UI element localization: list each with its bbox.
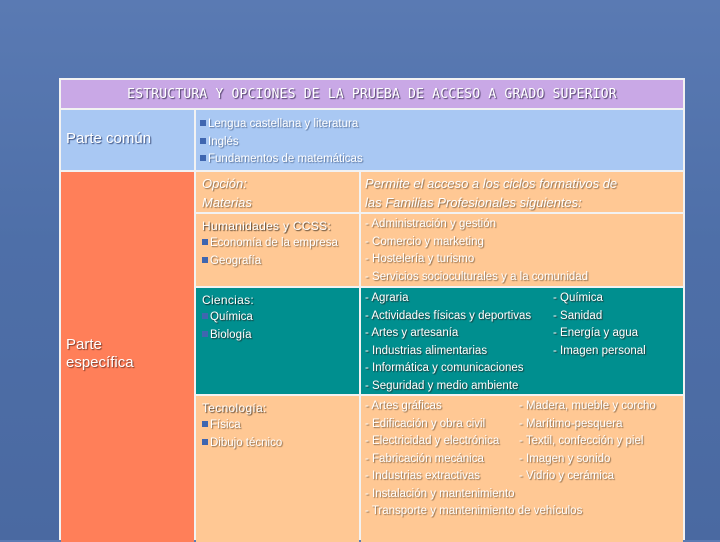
- list-item: - Artes gráficas: [365, 400, 442, 412]
- list-item: - Informática y comunicaciones: [365, 362, 524, 374]
- specific-part-label: Parte específica: [61, 172, 194, 542]
- list-item: - Sanidad: [553, 309, 603, 322]
- bullet-icon: [200, 120, 206, 126]
- list-item: - Actividades físicas y deportivas: [365, 309, 532, 322]
- list-item: - Industrias alimentarias: [365, 344, 488, 357]
- list-item: - Marítimo-pesquera: [519, 417, 623, 430]
- option-technology: [196, 396, 359, 542]
- table-title: ESTRUCTURA Y OPCIONES DE LA PRUEBA DE ACCESO A GRADO SUPERIOR: [61, 80, 683, 108]
- list-item: - Madera, mueble y corcho: [519, 400, 656, 412]
- list-item: - Energía y agua: [553, 327, 639, 339]
- families-sciences: [361, 288, 683, 394]
- option-humanities: [196, 214, 359, 286]
- list-item: Dibujo técnico: [202, 435, 359, 453]
- list-item: - Industrias extractivas: [365, 470, 481, 482]
- list-item: - Servicios socioculturales y a la comunidad: [365, 270, 589, 283]
- option-name: Ciencias:: [202, 293, 255, 307]
- list-item: Fundamentos de matemáticas: [200, 151, 683, 169]
- bullet-icon: [200, 138, 206, 144]
- list-item: - Química: [553, 292, 603, 304]
- list-item: - Textil, confección y piel: [519, 435, 644, 447]
- list-item: Geografía: [202, 253, 359, 271]
- list-item: - Imagen y sonido: [519, 452, 611, 465]
- option-sciences: [196, 288, 359, 394]
- bullet-icon: [202, 421, 208, 427]
- families-technology: [361, 396, 683, 542]
- families-humanities: [361, 214, 683, 286]
- list-item: - Imagen personal: [553, 344, 646, 357]
- common-subjects-list: [196, 110, 683, 170]
- bullet-icon: [202, 313, 208, 319]
- common-part-label: Parte común: [61, 110, 194, 170]
- list-item: - Agraria: [365, 292, 409, 304]
- bullet-icon: [200, 155, 206, 161]
- list-item: - Administración y gestión: [365, 218, 497, 230]
- list-item: - Fabricación mecánica: [365, 452, 484, 465]
- list-item: - Artes y artesanía: [365, 327, 459, 339]
- bullet-icon: [202, 257, 208, 263]
- list-item: Lengua castellana y literatura: [200, 116, 683, 134]
- list-item: - Electricidad y electrónica: [365, 435, 500, 447]
- option-name: Tecnología:: [202, 401, 267, 415]
- families-header: Permite el acceso a los ciclos formativos de las Familias Profesionales siguientes:: [361, 172, 683, 212]
- bullet-icon: [202, 439, 208, 445]
- list-item: - Transporte y mantenimiento de vehículos: [365, 505, 583, 517]
- list-item: Química: [202, 309, 359, 327]
- list-item: - Instalación y mantenimiento: [365, 487, 515, 500]
- list-item: Biología: [202, 327, 359, 345]
- list-item: - Seguridad y medio ambiente: [365, 379, 519, 392]
- list-item: - Vidrio y cerámica: [519, 470, 615, 482]
- access-test-table: [59, 78, 685, 540]
- list-item: - Comercio y marketing: [365, 235, 484, 248]
- list-item: Física: [202, 417, 359, 435]
- option-name: Humanidades y CCSS:: [202, 219, 332, 233]
- list-item: Inglés: [200, 134, 683, 152]
- bullet-icon: [202, 331, 208, 337]
- list-item: - Edificación y obra civil: [365, 417, 486, 430]
- bullet-icon: [202, 239, 208, 245]
- list-item: Economía de la empresa: [202, 235, 359, 253]
- list-item: - Hostelería y turismo: [365, 253, 475, 265]
- option-header: Opción: Materias: [196, 172, 359, 212]
